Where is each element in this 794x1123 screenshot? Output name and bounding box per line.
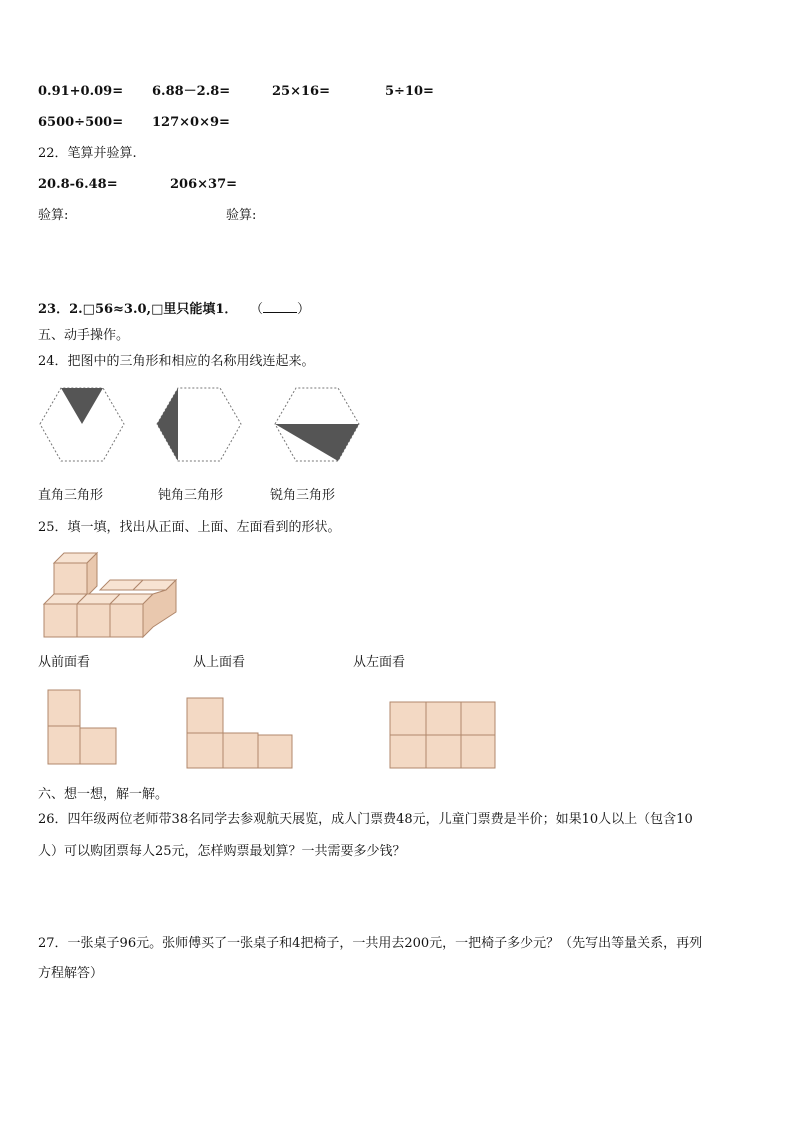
calc-item-3: 25×16= bbox=[272, 84, 330, 99]
shaded-triangle-1 bbox=[61, 388, 103, 424]
view-label-left: 从左面看 bbox=[353, 655, 406, 670]
triangle-label-right: 直角三角形 bbox=[38, 488, 104, 503]
question-22-title: 22．笔算并验算. bbox=[38, 146, 137, 161]
question-26-line-2: 人）可以购团票每人25元，怎样购票最划算？一共需要多少钱？ bbox=[38, 844, 406, 859]
question-26-line-1: 26．四年级两位老师带38名同学去参观航天展览，成人门票费48元，儿童门票费是半价；如果10人以上（包含10 bbox=[38, 812, 693, 827]
question-23-text: 23．2.□56≈3.0,□里只能填1． bbox=[38, 302, 238, 317]
calc-item-2: 6.88－2.8= bbox=[152, 84, 231, 99]
question-24-title: 24．把图中的三角形和相应的名称用线连起来。 bbox=[38, 354, 315, 369]
calc-item-6: 127×0×9= bbox=[152, 115, 230, 130]
shaded-triangle-2 bbox=[157, 388, 178, 461]
hexagon-figure-1 bbox=[40, 388, 124, 461]
left-view-figure bbox=[390, 702, 495, 768]
section-6-heading: 六、想一想，解一解。 bbox=[38, 787, 169, 802]
question-27-line-2: 方程解答） bbox=[38, 966, 104, 981]
view-label-front: 从前面看 bbox=[38, 655, 91, 670]
paren-open: （ bbox=[250, 302, 264, 317]
hexagon-figure-3 bbox=[275, 388, 359, 461]
calc-item-1: 0.91+0.09= bbox=[38, 84, 124, 99]
view-label-top: 从上面看 bbox=[193, 655, 246, 670]
check-label-1: 验算: bbox=[38, 208, 69, 223]
question-25-title: 25．填一填，找出从正面、上面、左面看到的形状。 bbox=[38, 520, 341, 535]
cube-stack-figure bbox=[44, 553, 176, 637]
paren-close: ） bbox=[297, 302, 311, 317]
shaded-triangle-3 bbox=[275, 424, 359, 461]
calc-item-5: 6500÷500= bbox=[38, 115, 124, 130]
triangle-label-obtuse: 钝角三角形 bbox=[158, 488, 224, 503]
written-calc-2: 206×37= bbox=[170, 177, 238, 192]
top-view-figure bbox=[187, 698, 292, 768]
calc-item-4: 5÷10= bbox=[385, 84, 434, 99]
section-5-heading: 五、动手操作。 bbox=[38, 328, 130, 343]
front-view-figure bbox=[48, 690, 116, 764]
question-27-line-1: 27．一张桌子96元。张师傅买了一张桌子和4把椅子，一共用去200元，一把椅子多少元？（先写出等量关系，再列 bbox=[38, 936, 703, 951]
check-label-2: 验算: bbox=[226, 208, 257, 223]
hexagon-figure-2 bbox=[157, 388, 241, 461]
triangle-label-acute: 锐角三角形 bbox=[270, 488, 336, 503]
written-calc-1: 20.8-6.48= bbox=[38, 177, 118, 192]
